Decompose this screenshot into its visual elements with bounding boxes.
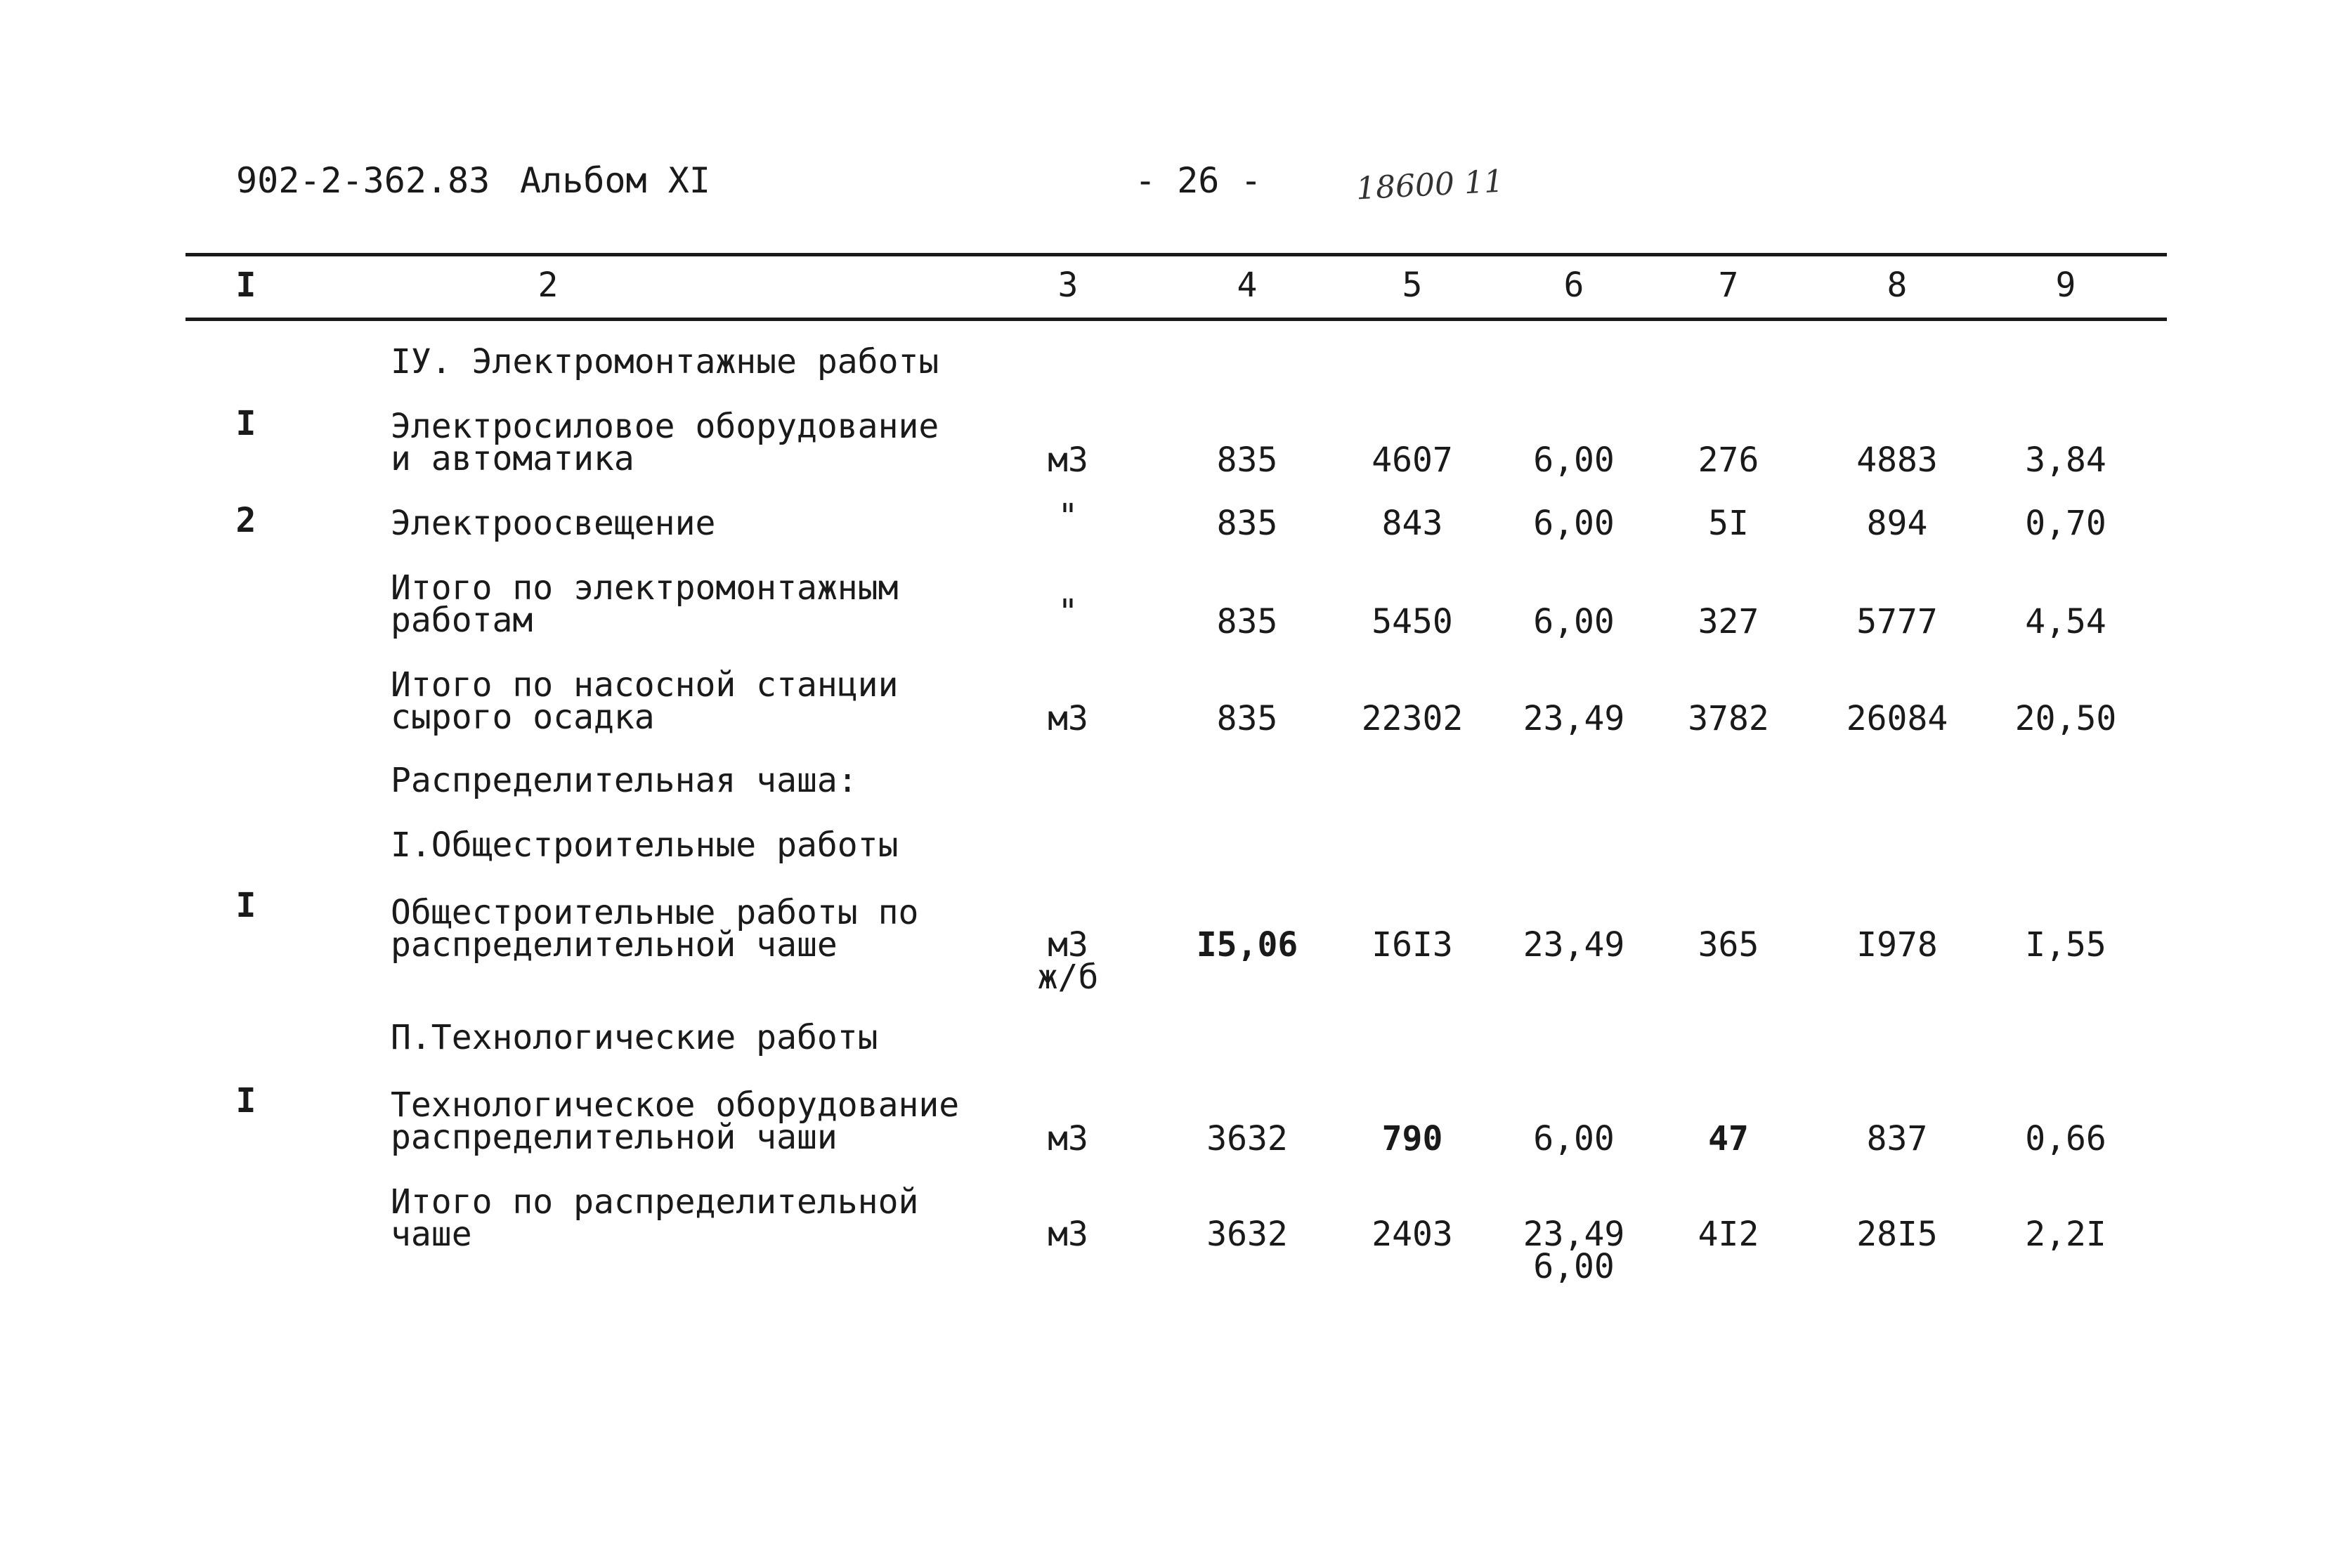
- handwritten-note: 18600 11: [1355, 163, 1505, 207]
- row-value-4: 835: [1216, 602, 1278, 641]
- section-heading: IУ. Электромонтажные работы: [391, 342, 939, 381]
- column-header-1: I: [235, 266, 256, 305]
- row-value-4: 835: [1216, 440, 1278, 480]
- column-header-7: 7: [1718, 266, 1739, 305]
- row-value-5: 5450: [1372, 602, 1453, 641]
- section-heading: Распределительная чаша:: [391, 761, 858, 800]
- row-value-7: 4I2: [1698, 1215, 1759, 1254]
- column-header-8: 8: [1887, 266, 1908, 305]
- row-value-7: 276: [1698, 440, 1759, 480]
- row-value-7: 3782: [1688, 699, 1769, 738]
- row-value-9: 20,50: [2014, 699, 2117, 738]
- row-name: Итого по насосной станции сырого осадка: [391, 665, 899, 737]
- row-value-6: 6,00: [1533, 504, 1615, 543]
- row-unit: ": [1057, 592, 1079, 632]
- row-name: Итого по распределительной чаше: [391, 1182, 919, 1254]
- row-value-5: 4607: [1372, 440, 1453, 480]
- row-value-5: 843: [1381, 504, 1443, 543]
- row-name: Технологическое оборудование распределительной чаши: [391, 1085, 960, 1157]
- row-value-6: 6,00: [1533, 602, 1615, 641]
- row-name: Электросиловое оборудование и автоматика: [391, 407, 939, 478]
- row-value-6: 6,00: [1533, 440, 1615, 480]
- row-value-8: I978: [1856, 925, 1938, 965]
- document-code: 902-2-362.83: [236, 160, 490, 201]
- row-value-9: 0,66: [2025, 1119, 2106, 1158]
- row-value-4: I5,06: [1196, 925, 1298, 965]
- row-value-8: 894: [1866, 504, 1928, 543]
- row-unit: м3 ж/б: [1037, 925, 1099, 997]
- row-value-4: 3632: [1206, 1215, 1288, 1254]
- row-name: Электроосвещение: [391, 504, 716, 543]
- row-name: Общестроительные работы по распределительной чаше: [391, 893, 919, 965]
- row-value-7: 5I: [1708, 504, 1749, 543]
- row-value-4: 835: [1216, 504, 1278, 543]
- row-value-6: 23,49 6,00: [1523, 1215, 1625, 1286]
- row-unit: м3: [1048, 1119, 1088, 1158]
- row-value-6: 23,49: [1523, 699, 1625, 738]
- album-label: Альбом XI: [520, 160, 710, 201]
- row-value-9: 4,54: [2025, 602, 2106, 641]
- row-value-9: 0,70: [2025, 504, 2106, 543]
- row-number: I: [235, 1081, 256, 1121]
- row-value-5: 22302: [1361, 699, 1464, 738]
- section-heading: I.Общестроительные работы: [391, 825, 899, 865]
- row-value-6: 23,49: [1523, 925, 1625, 965]
- row-value-8: 28I5: [1856, 1215, 1938, 1254]
- column-header-2: 2: [538, 266, 559, 305]
- row-value-8: 5777: [1856, 602, 1938, 641]
- row-number: I: [235, 404, 256, 443]
- row-value-5: I6I3: [1372, 925, 1453, 965]
- row-value-5: 790: [1381, 1119, 1443, 1158]
- table-top-rule: [185, 253, 2167, 256]
- column-header-9: 9: [2055, 266, 2076, 305]
- row-value-9: 2,2I: [2025, 1215, 2106, 1254]
- row-unit: м3: [1048, 699, 1088, 738]
- row-value-8: 4883: [1856, 440, 1938, 480]
- page-number: - 26 -: [1135, 160, 1262, 201]
- row-value-6: 6,00: [1533, 1119, 1615, 1158]
- row-unit: ": [1057, 497, 1079, 536]
- column-header-5: 5: [1402, 266, 1423, 305]
- row-value-4: 3632: [1206, 1119, 1288, 1158]
- row-value-7: 47: [1708, 1119, 1749, 1158]
- row-name: Итого по электромонтажным работам: [391, 568, 899, 640]
- row-value-9: I,55: [2025, 925, 2106, 965]
- row-unit: м3: [1048, 1215, 1088, 1254]
- row-value-8: 837: [1866, 1119, 1928, 1158]
- row-value-7: 327: [1698, 602, 1759, 641]
- column-header-4: 4: [1237, 266, 1258, 305]
- row-unit: м3: [1048, 440, 1088, 480]
- column-header-6: 6: [1563, 266, 1584, 305]
- row-value-8: 26084: [1846, 699, 1948, 738]
- row-number: 2: [235, 501, 256, 540]
- row-value-5: 2403: [1372, 1215, 1453, 1254]
- row-value-9: 3,84: [2025, 440, 2106, 480]
- row-value-7: 365: [1698, 925, 1759, 965]
- row-number: I: [235, 886, 256, 925]
- row-value-4: 835: [1216, 699, 1278, 738]
- table-header-rule: [185, 318, 2167, 321]
- section-heading: П.Технологические работы: [391, 1018, 878, 1057]
- column-header-3: 3: [1057, 266, 1079, 305]
